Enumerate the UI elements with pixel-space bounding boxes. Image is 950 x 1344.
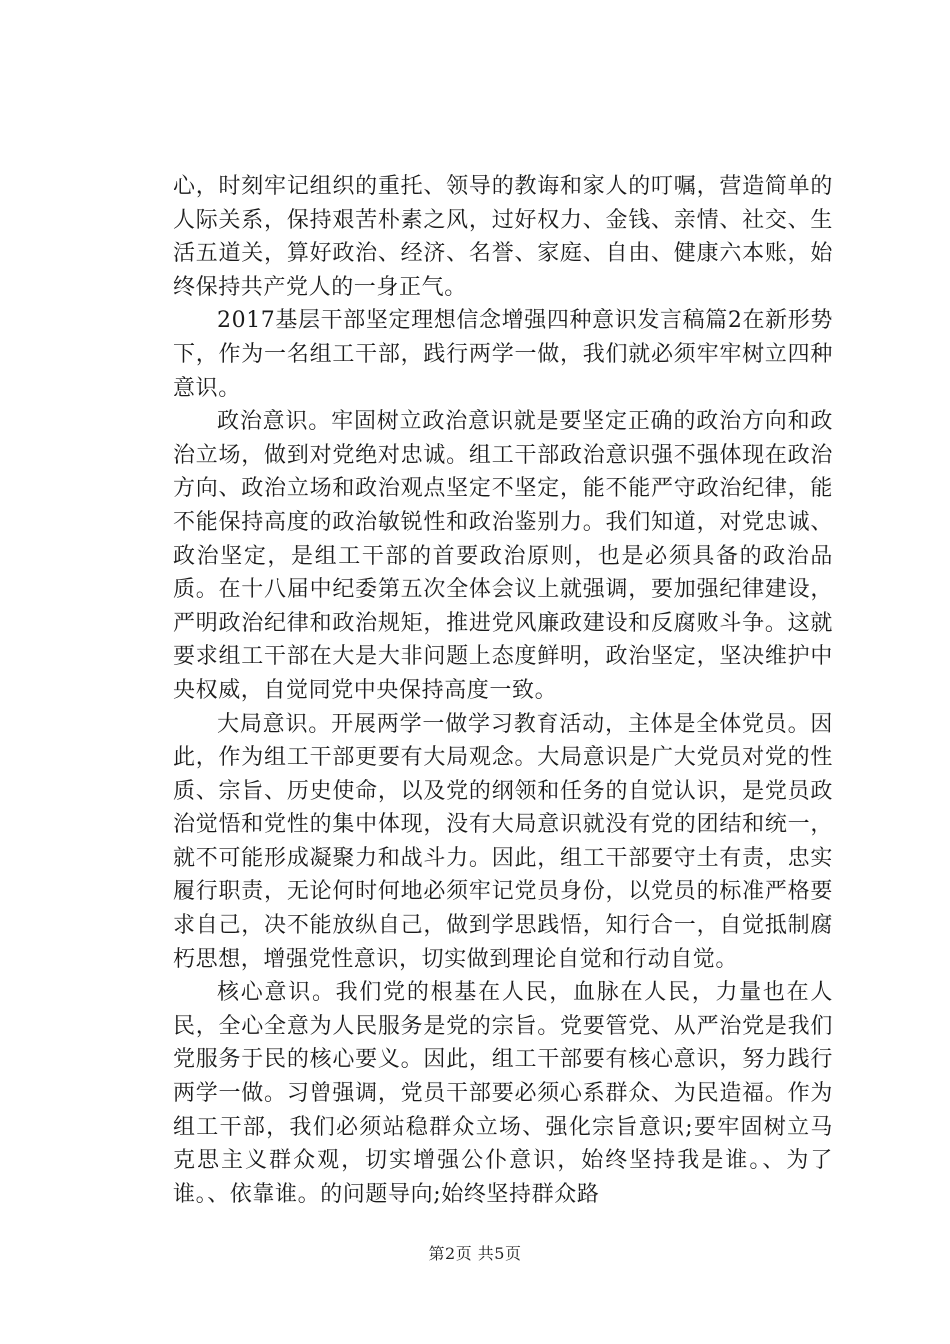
- paragraph-core-awareness: 核心意识。我们党的根基在人民，血脉在人民，力量也在人民，全心全意为人民服务是党的宗旨。党要管党、从严治党是我们党服务于民的核心要义。因此，组工干部要有核心意识，努力践行两学一做。习曾强调，党员干部要必须心系群众、为民造福。作为组工干部，我们必须站稳群众立场、强化宗旨意识;要牢固树立马克思主义群众观，切实增强公仆意识，始终坚持我是谁。、为了谁。、依靠谁。的问题导向;始终坚持群众路: [173, 980, 833, 1207]
- paragraph-political-awareness: 政治意识。牢固树立政治意识就是要坚定正确的政治方向和政治立场，做到对党绝对忠诚。组工干部政治意识强不强体现在政治方向、政治立场和政治观点坚定不坚定，能不能严守政治纪律，能不能保持高度的政治敏锐性和政治鉴别力。我们知道，对党忠诚、政治坚定，是组工干部的首要政治原则，也是必须具备的政治品质。在十八届中纪委第五次全体会议上就强调，要加强纪律建设，严明政治纪律和政治规矩，推进党风廉政建设和反腐败斗争。这就要求组工干部在大是大非问题上态度鲜明，政治坚定，坚决维护中央权威，自觉同党中央保持高度一致。: [173, 409, 833, 703]
- paragraph-overall-awareness: 大局意识。开展两学一做学习教育活动，主体是全体党员。因此，作为组工干部更要有大局观念。大局意识是广大党员对党的性质、宗旨、历史使命，以及党的纲领和任务的自觉认识，是党员政治觉悟和党性的集中体现，没有大局意识就没有党的团结和统一，就不可能形成凝聚力和战斗力。因此，组工干部要守土有责，忠实履行职责，无论何时何地必须牢记党员身份，以党员的标准严格要求自己，决不能放纵自己，做到学思践悟，知行合一，自觉抵制腐朽思想，增强党性意识，切实做到理论自觉和行动自觉。: [173, 711, 833, 972]
- page-number-footer: 第2页 共5页: [428, 1244, 522, 1263]
- document-body: [173, 170, 833, 1211]
- paragraph-title-intro: 2017基层干部坚定理想信念增强四种意识发言稿篇2在新形势下，作为一名组工干部，践行两学一做，我们就必须牢牢树立四种意识。: [173, 308, 833, 401]
- paragraph-continuation: 心，时刻牢记组织的重托、领导的教诲和家人的叮嘱，营造简单的人际关系，保持艰苦朴素之风，过好权力、金钱、亲情、社交、生活五道关，算好政治、经济、名誉、家庭、自由、健康六本账，始终保持共产党人的一身正气。: [173, 174, 833, 300]
